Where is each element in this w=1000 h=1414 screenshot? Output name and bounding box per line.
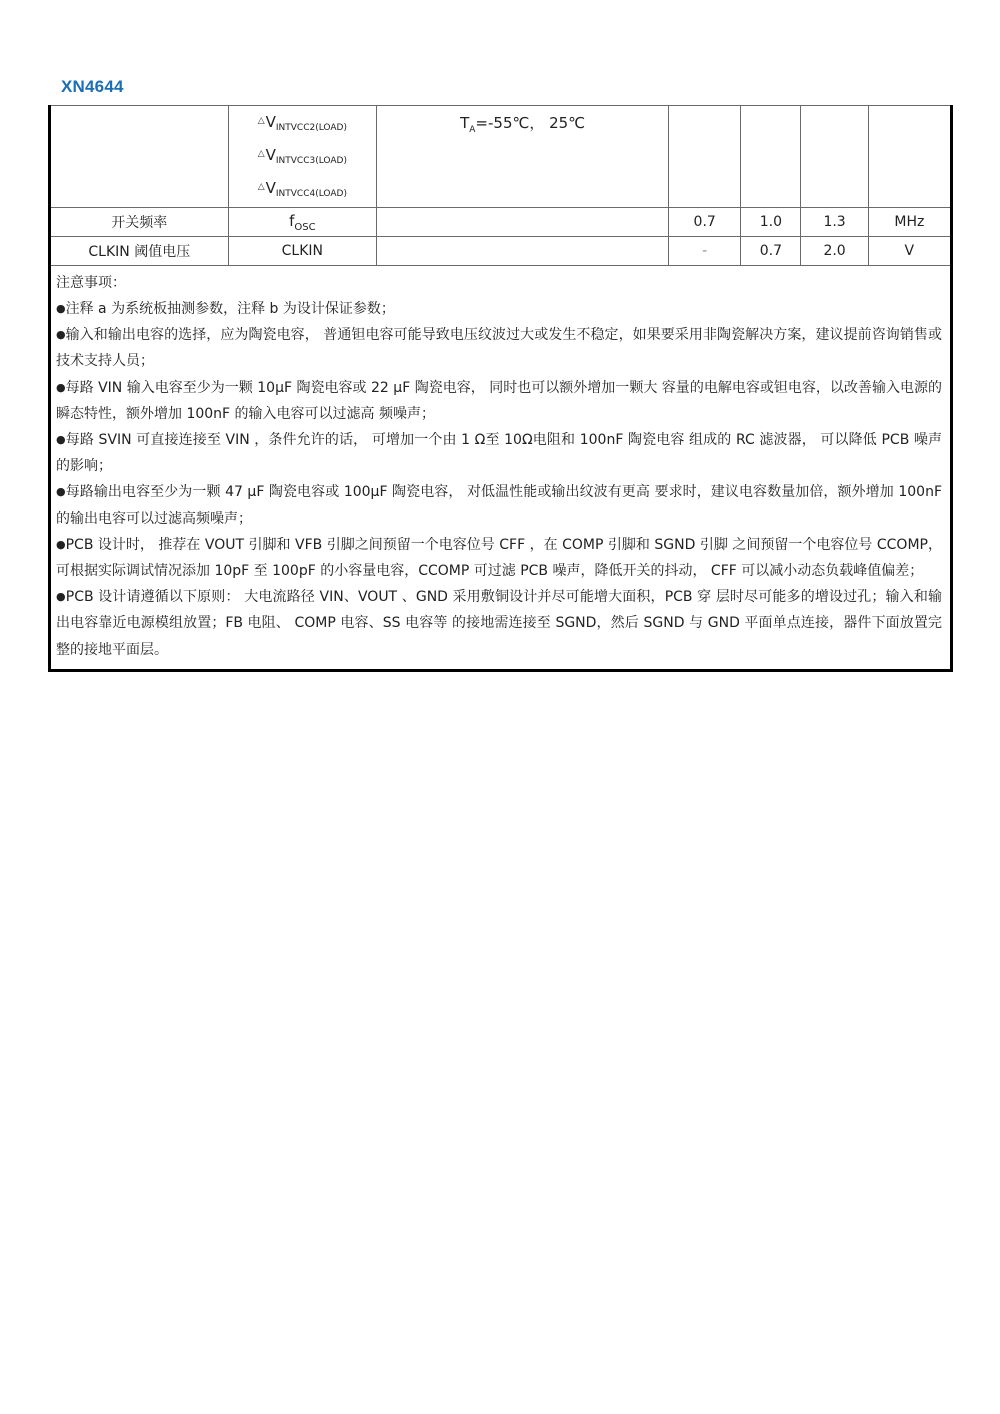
unit-cell: MHz [868, 208, 951, 237]
max-cell [801, 106, 868, 208]
bullet-icon: ● [56, 433, 66, 447]
max-cell: 2.0 [801, 237, 868, 266]
delta-icon: △ [257, 149, 265, 159]
electrical-spec-table [48, 105, 953, 672]
table-row-notes [50, 266, 952, 671]
unit-cell: V [868, 237, 951, 266]
unit-cell [868, 106, 951, 208]
note-item: ●PCB 设计时， 推荐在 VOUT 引脚和 VFB 引脚之间预留一个电容位号 CFF ，在 COMP 引脚和 SGND 引脚 之间预留一个电容位号 CCOMP，可根据实际调试情况添加 10pF 至 100pF 的小容量电容，CCOMP 可过滤 PCB 噪声，降低开关的抖动， CFF 可以减小动态负载峰值偏差； [56, 536, 942, 580]
typ-cell: 0.7 [741, 237, 801, 266]
bullet-icon: ● [56, 485, 66, 499]
symbol-intvcc2-load: $^\triangle V_{INTVCC2(LOAD)}$ [257, 113, 347, 133]
param-cell [50, 106, 229, 208]
symbol-cell: CLKIN [228, 237, 376, 266]
param-cell: 开关频率 [50, 208, 229, 237]
condition-cell: $T_A=-55℃$， 25℃ [377, 106, 669, 208]
condition-cell [377, 237, 669, 266]
bullet-icon: ● [56, 302, 66, 315]
note-item: ●注释 a 为系统板抽测参数，注释 b 为设计保证参数； [56, 301, 395, 317]
document-title: XN4644 [61, 77, 124, 96]
table-row-switching-frequency [50, 208, 952, 237]
typ-cell: 1.0 [741, 208, 801, 237]
delta-icon: △ [257, 116, 265, 126]
symbol-intvcc4-load: $^\triangle V_{INTVCC4(LOAD)}$ [257, 179, 347, 199]
bullet-icon: ● [56, 380, 66, 394]
symbol-cell: $f_{OSC}$ [228, 208, 376, 237]
bullet-icon: ● [56, 328, 66, 342]
note-item: ●PCB 设计请遵循以下原则： 大电流路径 VIN、VOUT 、GND 采用敷铜设计并尽可能增大面积，PCB 穿 层时尽可能多的增设过孔；输入和输出电容靠近电源模组放置；FB 电阻、 COMP 电容、SS 电容等 的接地需连接至 SGND，然后 SGND 与 GND 平面单点连接，器件下面放置完整的接地平面层。 [56, 589, 942, 658]
notes-cell [50, 266, 952, 671]
symbol-intvcc3-load: $^\triangle V_{INTVCC3(LOAD)}$ [257, 146, 347, 166]
bullet-icon: ● [56, 537, 66, 551]
notes-heading: 注意事项： [56, 275, 126, 291]
typ-cell [741, 106, 801, 208]
table-row-intvcc-load [50, 106, 952, 208]
table-row-clkin-threshold [50, 237, 952, 266]
symbol-cell [228, 106, 376, 208]
note-item: ●输入和输出电容的选择，应为陶瓷电容， 普通钽电容可能导致电压纹波过大或发生不稳定，如果要采用非陶瓷解决方案，建议提前咨询销售或技术支持人员； [56, 327, 942, 370]
note-item: ●每路 SVIN 可直接连接至 VIN ，条件允许的话， 可增加一个由 1 Ω至 10Ω电阻和 100nF 陶瓷电容 组成的 RC 滤波器， 可以降低 PCB 噪声的影响； [56, 432, 942, 475]
max-cell: 1.3 [801, 208, 868, 237]
condition-cell [377, 208, 669, 237]
min-cell: - [669, 237, 741, 266]
note-item: ●每路输出电容至少为一颗 47 μF 陶瓷电容或 100μF 陶瓷电容， 对低温性能或输出纹波有更高 要求时，建议电容数量加倍，额外增加 100nF 的输出电容可以过滤高频噪声； [56, 484, 942, 527]
delta-icon: △ [257, 182, 265, 192]
param-cell: CLKIN 阈值电压 [50, 237, 229, 266]
bullet-icon: ● [56, 590, 66, 604]
min-cell [669, 106, 741, 208]
note-item: ●每路 VIN 输入电容至少为一颗 10μF 陶瓷电容或 22 μF 陶瓷电容， 同时也可以额外增加一颗大 容量的电解电容或钽电容，以改善输入电源的瞬态特性，额外增加 100nF 的输入电容可以过滤高 频噪声； [56, 379, 942, 422]
min-cell: 0.7 [669, 208, 741, 237]
